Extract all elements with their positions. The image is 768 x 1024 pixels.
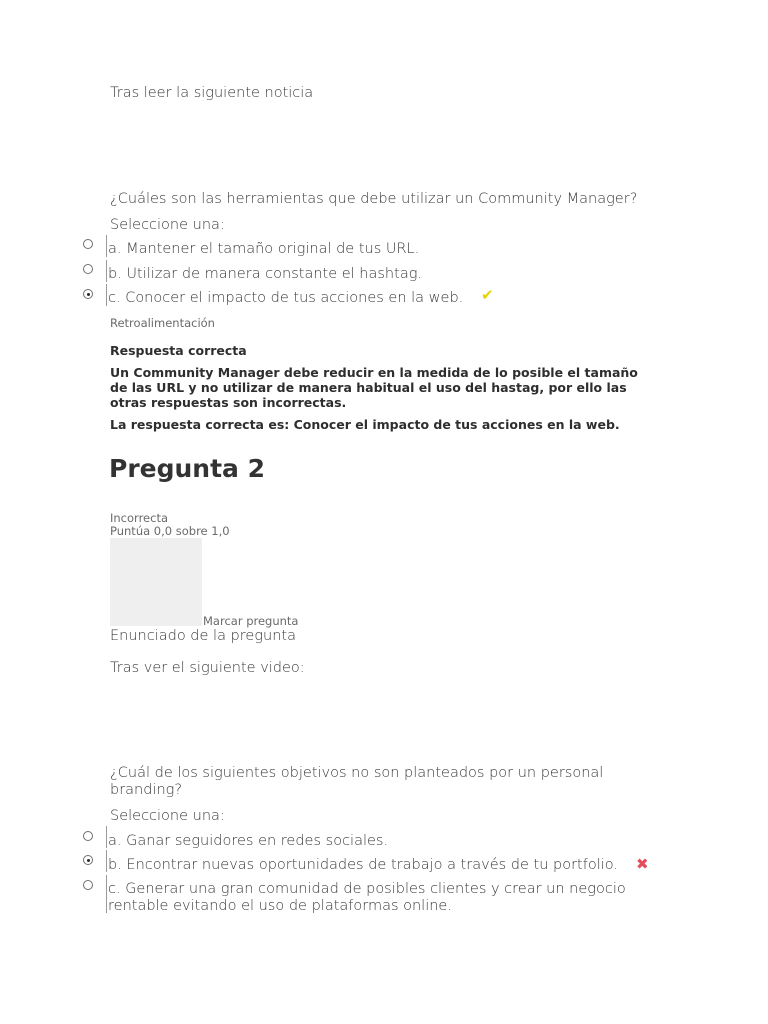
q1-radio-c[interactable] bbox=[83, 289, 93, 299]
check-icon: ✔ bbox=[481, 286, 494, 304]
q1-option-b-label: b. Utilizar de manera constante el hashtag. bbox=[108, 266, 423, 282]
q1-correct-answer: La respuesta correcta es: Conocer el impacto de tus acciones en la web. bbox=[110, 417, 620, 432]
q1-feedback-title: Retroalimentación bbox=[110, 316, 215, 330]
q2-statement-title: Enunciado de la pregunta bbox=[110, 628, 296, 644]
q2-option-a-label: a. Ganar seguidores en redes sociales. bbox=[108, 833, 389, 849]
option-divider bbox=[106, 850, 107, 872]
q1-correct-title: Respuesta correcta bbox=[110, 343, 247, 358]
q1-select-label: Seleccione una: bbox=[110, 217, 225, 233]
q2-option-c-label: c. Generar una gran comunidad de posibles clientes y crear un negocio rentable evitando el uso de plataformas online. bbox=[108, 881, 626, 914]
q2-question: ¿Cuál de los siguientes objetivos no son planteados por un personal branding? bbox=[110, 765, 604, 798]
q1-explanation: Un Community Manager debe reducir en la medida de lo posible el tamaño de las URL y no utilizar de manera habitual el uso del hastag, por ello las otras respuestas son incorrectas. bbox=[110, 365, 638, 410]
q2-status: Incorrecta bbox=[110, 511, 168, 525]
option-divider bbox=[106, 260, 107, 282]
q1-radio-a[interactable] bbox=[83, 239, 93, 249]
option-divider bbox=[106, 235, 107, 257]
q2-radio-c[interactable] bbox=[83, 880, 93, 890]
option-divider bbox=[106, 826, 107, 848]
q2-radio-a[interactable] bbox=[83, 831, 93, 841]
q1-option-a-label: a. Mantener el tamaño original de tus URL. bbox=[108, 241, 420, 257]
option-divider bbox=[106, 284, 107, 306]
q1-question: ¿Cuáles son las herramientas que debe utilizar un Community Manager? bbox=[110, 191, 638, 207]
q2-intro: Tras ver el siguiente video: bbox=[110, 660, 305, 676]
q1-option-c-label: c. Conocer el impacto de tus acciones en la web. bbox=[108, 290, 464, 306]
cross-icon: ✖ bbox=[636, 855, 649, 873]
q2-option-b-label: b. Encontrar nuevas oportunidades de trabajo a través de tu portfolio. bbox=[108, 857, 618, 873]
q1-radio-b[interactable] bbox=[83, 264, 93, 274]
option-divider bbox=[106, 875, 107, 913]
q2-score: Puntúa 0,0 sobre 1,0 bbox=[110, 524, 230, 538]
q2-radio-b[interactable] bbox=[83, 855, 93, 865]
flag-icon[interactable] bbox=[110, 538, 202, 626]
q2-heading: Pregunta 2 bbox=[109, 454, 266, 483]
q2-select-label: Seleccione una: bbox=[110, 808, 225, 824]
flag-label[interactable]: Marcar pregunta bbox=[203, 614, 299, 628]
q1-intro: Tras leer la siguiente noticia bbox=[110, 85, 314, 101]
